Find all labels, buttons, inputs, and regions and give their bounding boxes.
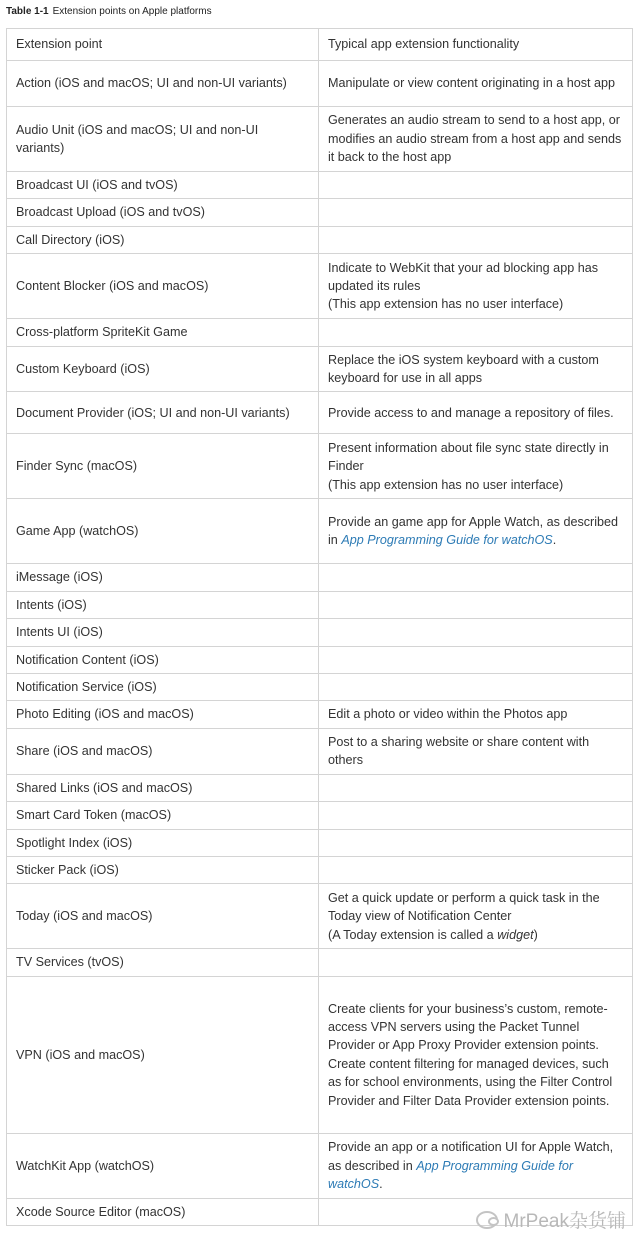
header-functionality: Typical app extension functionality	[319, 29, 633, 61]
table-body	[7, 61, 633, 1226]
table-row	[7, 728, 633, 774]
functionality-cell	[319, 591, 633, 618]
functionality-text: Provide an game app for Apple Watch, as described in	[328, 515, 619, 548]
extension-point-cell: Custom Keyboard (iOS)	[7, 346, 319, 392]
functionality-cell	[319, 392, 633, 434]
table-row	[7, 392, 633, 434]
table-row	[7, 346, 633, 392]
table-caption-text: Extension points on Apple platforms	[52, 6, 212, 17]
extension-point-cell: VPN (iOS and macOS)	[7, 976, 319, 1133]
extension-point-cell: Cross-platform SpriteKit Game	[7, 319, 319, 346]
extension-point-cell: Call Directory (iOS)	[7, 226, 319, 253]
functionality-cell	[319, 172, 633, 199]
extension-point-cell: Broadcast Upload (iOS and tvOS)	[7, 199, 319, 226]
table-row	[7, 856, 633, 883]
extension-point-cell: TV Services (tvOS)	[7, 949, 319, 976]
extension-point-cell: Sticker Pack (iOS)	[7, 856, 319, 883]
extension-point-cell: Document Provider (iOS; UI and non-UI variants)	[7, 392, 319, 434]
functionality-cell	[319, 61, 633, 107]
functionality-cell	[319, 226, 633, 253]
extension-point-cell: Broadcast UI (iOS and tvOS)	[7, 172, 319, 199]
extension-point-cell: Audio Unit (iOS and macOS; UI and non-UI variants)	[7, 107, 319, 172]
extension-point-cell: Share (iOS and macOS)	[7, 728, 319, 774]
table-row	[7, 199, 633, 226]
functionality-cell	[319, 976, 633, 1133]
extension-point-cell: Content Blocker (iOS and macOS)	[7, 254, 319, 319]
functionality-text: Create content filtering for managed devices, such as for school environments, using the Filter Control Provider and Filter Data Provider extension points.	[328, 1056, 613, 1108]
table-row	[7, 674, 633, 701]
extension-point-cell: Notification Service (iOS)	[7, 674, 319, 701]
wechat-icon	[476, 1211, 498, 1229]
extension-point-cell: Action (iOS and macOS; UI and non-UI variants)	[7, 61, 319, 107]
table-caption	[6, 6, 212, 17]
functionality-cell	[319, 728, 633, 774]
guide-link[interactable]: App Programming Guide for watchOS	[341, 533, 553, 548]
functionality-cell	[319, 884, 633, 949]
functionality-text: Present information about file sync state directly in Finder	[328, 440, 609, 474]
emphasis-text: widget	[497, 927, 534, 942]
functionality-cell	[319, 774, 633, 801]
functionality-cell	[319, 254, 633, 319]
table-row	[7, 254, 633, 319]
functionality-text: Post to a sharing website or share content with others	[328, 734, 590, 768]
functionality-text: Generates an audio stream to send to a host app, or modifies an audio stream from a host app and sends it back to the host app	[328, 113, 622, 165]
table-row	[7, 499, 633, 564]
extension-point-cell: Smart Card Token (macOS)	[7, 802, 319, 829]
watermark-text: MrPeak杂货铺	[503, 1211, 626, 1232]
table-row	[7, 61, 633, 107]
extension-point-cell: Game App (watchOS)	[7, 499, 319, 564]
functionality-text: Get a quick update or perform a quick task in the Today view of Notification Center	[328, 890, 600, 924]
functionality-cell	[319, 434, 633, 499]
functionality-cell	[319, 319, 633, 346]
extension-point-cell: Xcode Source Editor (macOS)	[7, 1198, 319, 1225]
table-row	[7, 884, 633, 949]
extension-point-cell: Intents UI (iOS)	[7, 619, 319, 646]
functionality-text: Indicate to WebKit that your ad blocking app has updated its rules	[328, 260, 599, 294]
table-row	[7, 107, 633, 172]
table-row	[7, 949, 633, 976]
extension-point-cell: Finder Sync (macOS)	[7, 434, 319, 499]
table-row	[7, 774, 633, 801]
table-row	[7, 226, 633, 253]
functionality-text: Provide an app or a notification UI for Apple Watch, as described in	[328, 1140, 614, 1173]
functionality-cell	[319, 564, 633, 591]
functionality-text: .	[379, 1176, 383, 1191]
extension-point-cell: Intents (iOS)	[7, 591, 319, 618]
functionality-text: Edit a photo or video within the Photos app	[328, 707, 568, 722]
header-extension-point: Extension point	[7, 29, 319, 61]
functionality-cell	[319, 949, 633, 976]
guide-link[interactable]: App Programming Guide for watchOS	[328, 1158, 574, 1191]
functionality-text: )	[533, 927, 538, 942]
functionality-cell	[319, 802, 633, 829]
functionality-cell	[319, 701, 633, 728]
functionality-cell	[319, 619, 633, 646]
table-caption-label: Table 1-1	[6, 6, 49, 17]
functionality-text: Provide access to and manage a repository of files.	[328, 405, 614, 420]
extension-point-cell: Today (iOS and macOS)	[7, 884, 319, 949]
functionality-text: Manipulate or view content originating in a host app	[328, 76, 616, 91]
extension-point-cell: Photo Editing (iOS and macOS)	[7, 701, 319, 728]
functionality-text: .	[552, 533, 557, 548]
functionality-text: (This app extension has no user interface)	[328, 297, 564, 312]
functionality-cell	[319, 856, 633, 883]
functionality-cell	[319, 829, 633, 856]
table-header-row	[7, 29, 633, 61]
table-row	[7, 1133, 633, 1198]
extension-point-cell: iMessage (iOS)	[7, 564, 319, 591]
functionality-cell	[319, 346, 633, 392]
table-row	[7, 976, 633, 1133]
table-row	[7, 829, 633, 856]
functionality-text: Replace the iOS system keyboard with a custom keyboard for use in all apps	[328, 352, 599, 386]
table-row	[7, 701, 633, 728]
functionality-text: (A Today extension is called a	[328, 927, 498, 942]
table-row	[7, 319, 633, 346]
extension-point-cell: Shared Links (iOS and macOS)	[7, 774, 319, 801]
functionality-cell	[319, 499, 633, 564]
table-row	[7, 434, 633, 499]
table-row	[7, 646, 633, 673]
functionality-cell	[319, 1133, 633, 1198]
table-row	[7, 619, 633, 646]
extension-point-cell: Notification Content (iOS)	[7, 646, 319, 673]
extension-point-cell: Spotlight Index (iOS)	[7, 829, 319, 856]
functionality-cell	[319, 107, 633, 172]
extension-points-table	[6, 28, 633, 1226]
table-row	[7, 564, 633, 591]
extension-point-cell: WatchKit App (watchOS)	[7, 1133, 319, 1198]
functionality-cell	[319, 199, 633, 226]
table-row	[7, 591, 633, 618]
functionality-text: (This app extension has no user interface)	[328, 477, 564, 492]
table-row	[7, 802, 633, 829]
functionality-cell	[319, 674, 633, 701]
functionality-text: Create clients for your business’s custom, remote-access VPN servers using the Packet Tunnel Provider or App Proxy Provider extension points.	[328, 1001, 608, 1053]
table-row	[7, 172, 633, 199]
functionality-cell	[319, 646, 633, 673]
watermark	[476, 1206, 626, 1233]
